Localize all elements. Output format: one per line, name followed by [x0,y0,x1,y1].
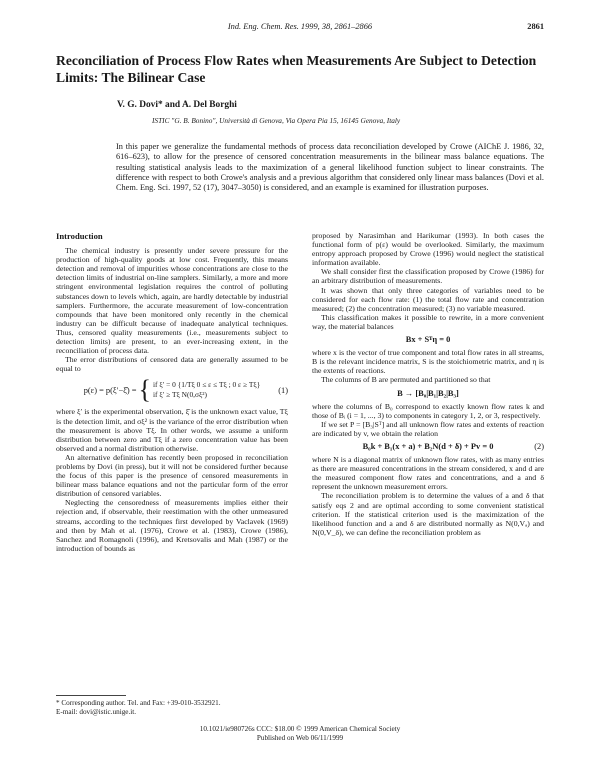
authors: V. G. Dovi* and A. Del Borghi [117,100,237,110]
paragraph: where N is a diagonal matrix of unknown flow rates, with as many entries as there are measured concentrations in the stream considered, x and d are the measured component flow rates and concentrations, and a and δ represent the unknown measurement errors. [312,455,544,492]
paragraph: where the columns of B₀ correspond to exactly known flow rates k and those of Bᵢ (i = 1, ..., 3) to components in category 1, 2, or 3, respectively. [312,401,544,420]
paragraph: We shall consider first the classification proposed by Crowe (1986) for an arbitrary distribution of measurements. [312,267,544,286]
paragraph: This classification makes it possible to rewrite, in a more convenient way, the material balances [312,312,544,331]
paragraph: An alternative definition has recently been proposed in reconciliation problems by Dovi (in press), but it will not be considered further because the focus of this paper is the presence of censored measurements in bilinear mass balance equations and not the particular form of the error distribution of censored variables. [56,452,288,499]
equation-1 [56,377,288,403]
section-heading-introduction: Introduction [56,231,103,241]
right-column [312,231,544,537]
page-footer [0,725,600,742]
page-number: 2861 [527,22,544,31]
footnote-email: E-mail: dovi@istic.unige.it. [56,707,137,716]
affiliation: ISTIC "G. B. Bonino", Università di Genova, Via Opera Pia 15, 16145 Genova, Italy [152,116,401,125]
footnote-divider [56,695,126,696]
paper-title: Reconciliation of Process Flow Rates when Measurements Are Subject to Detection Limits: The Bilinear Case [56,53,537,85]
case-1: if ξ′ = 0 {1/Tξ 0 ≤ ε ≤ Tξ ; 0 ε ≥ Tξ} [153,380,261,390]
paragraph: proposed by Narasimhan and Harikumar (1993). In both cases the functional form of p(ε) would be overlooked. Similarly, the maximum entropy approach proposed by Crowe (1996) would neglect the statistical information available. [312,231,544,268]
equation-number: (1) [278,385,288,395]
paragraph: The error distributions of censored data are generally assumed to be equal to [56,355,288,374]
paragraph: The columns of B are permuted and partitioned so that [321,375,491,385]
equation-2: B₀k + B₁(x + a) + B₂N(d + δ) + Pv = 0 (2) [362,441,544,451]
footnote [56,699,288,716]
publication-date: Published on Web 06/11/1999 [256,733,344,742]
abstract: In this paper we generalize the fundamental methods of process data reconciliation developed by Crowe (AIChE J. 1986, 32, 616–623), to allow for the presence of censored concentration measurements in the bilinear mass balance equations. The resulting statistical analysis leads to the maximization of a general likelihood function subject to linear constraints. The difference with respect to both Crowe's analysis and a previous algorithm that considered only linear mass balances (Dovi et al. Chem. Eng. Sci. 1997, 52 (17), 3047–3050) is considered, and an example is examined for illustration purposes. [116,142,544,193]
left-column [56,232,288,553]
doi-copyright: 10.1021/ie980726s CCC: $18.00 © 1999 American Chemical Society [199,725,401,733]
equation-cases [153,380,260,400]
equation-number: (2) [534,441,544,451]
equation-lhs: p(ε) = p(ξ′−ξ̂) = [83,385,137,395]
material-balance-equation: Bx + Sᵀη = 0 [405,335,451,345]
paragraph: where ξ′ is the experimental observation, ξ̂ is the unknown exact value, Tξ is the detection limit, and σξ² is the variance of the error distribution when the measurement is above Tξ. In other words, we assume a uniform distribution between zero and Tξ if a zero concentration value has been observed and a normal distribution otherwise. [56,407,288,453]
paragraph: It was shown that only three categories of variables need to be considered for each flow rate: (1) the total flow rate and concentration measured; (2) the concentration measured; (3) no variable measured. [312,285,544,313]
paragraph: Neglecting the censoredness of measurements implies either their rejection and, if observable, their reestimation with the other unmeasured streams, according to the techniques first developed by Vaclavek (1969) and then by Mah et al. (1976), Crowe et al. (1983), Crowe (1986), Sanchez and Romagnoli (1996), and Kretsovalis and Mah (1987) or the introduction of bounds as [56,498,288,553]
case-2: if ξ′ ≥ Tξ N(0,σξ²) [153,390,207,400]
paragraph: The reconciliation problem is to determine the values of a and δ that satisfy eqs 2 and are optimal according to some convenient statistical criterion. If the statistical criterion used is the maximization of the likelihood function and a and δ are distributed normally as N(0,Vₐ) and N(0,V_δ), we can define the reconciliation problem as [312,491,544,537]
footnote-corresponding: * Corresponding author. Tel. and Fax: +39-010-3532921. [56,699,221,707]
brace-glyph: { [138,375,151,405]
paragraph: where x is the vector of true component and total flow rates in all streams, B is the relevant incidence matrix, S is the stoichiometric matrix, and η is the extents of reactions. [312,348,544,376]
paragraph: The chemical industry is presently under severe pressure for the production of high-quality goods at low cost. Frequently, this means detection and removal of impurities whose concentrations are close to the detection limits of industrial on-line samplers. Similarly, a more and more stringent environmental legislation requires the control of polluting substances down to levels which, again, are hardly detectable by industrial samplers. Furthermore, the accurate measurement of low-concentration compounds that have been monitored only recently in the chemical industry can be difficult because of inadequate analytical techniques. Thus, censored quality measurements (i.e., measurements subject to detection limits) are present, to an ever-increasing extent, in the reconciliation of process data. [56,246,288,356]
journal-citation: Ind. Eng. Chem. Res. 1999, 38, 2861–2866 [227,22,373,31]
partition-equation: B → [B₀|B₁|B₂|B₃] [397,388,459,398]
paragraph: If we set P = [B₃|Sᵀ] and all unknown flow rates and extents of reaction are indicated by v, we obtain the relation [312,419,544,438]
